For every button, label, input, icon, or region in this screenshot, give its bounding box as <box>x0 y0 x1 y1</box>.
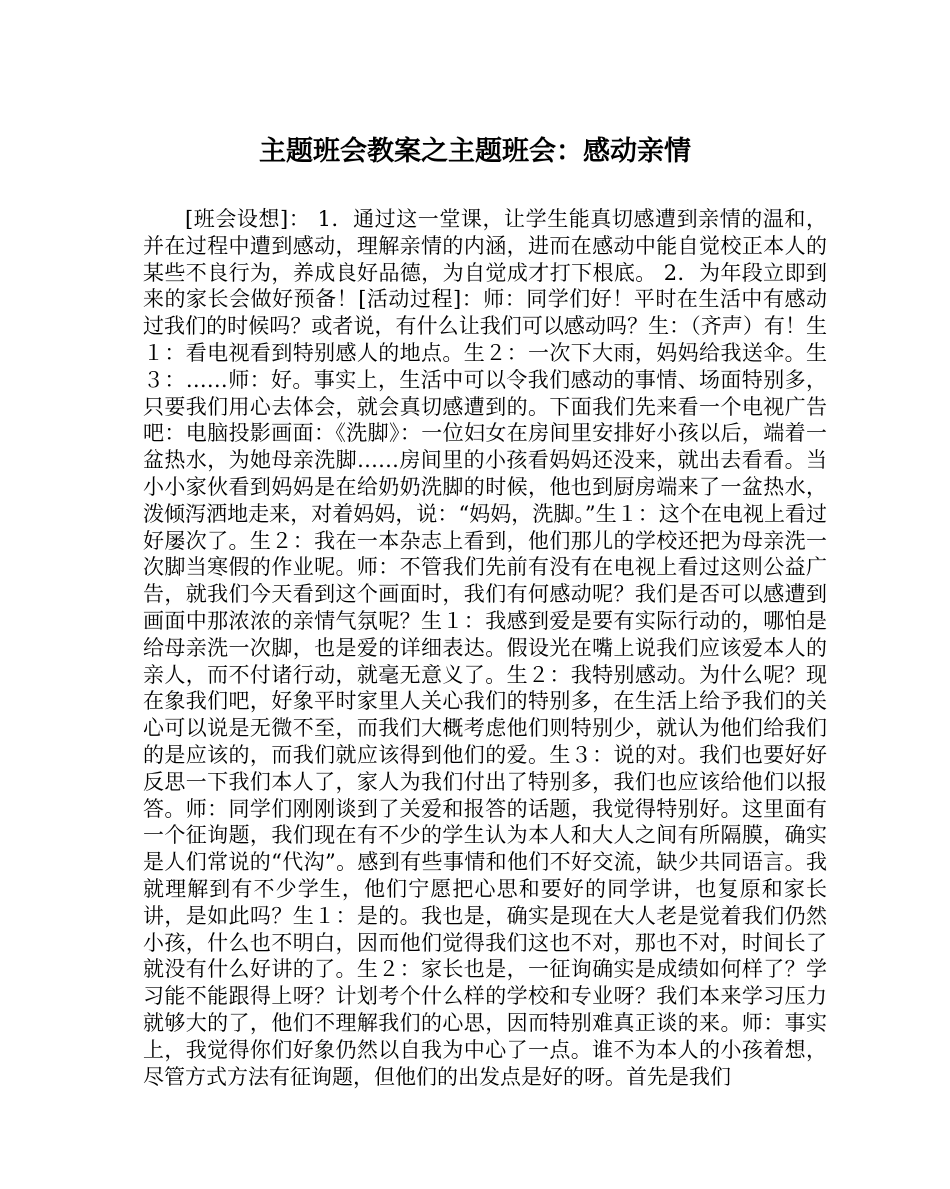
document-title: 主题班会教案之主题班会：感动亲情 <box>259 136 691 167</box>
document-body-paragraph: [班会设想]： 1．通过这一堂课，让学生能真切感遭到亲情的温和，并在过程中遭到感动，理解亲情的内涵，进而在感动中能自觉校正本人的某些不良行为，养成良好品德，为自觉成才打下根底。 2．为年段立即到来的家长会做好预备！[活动过程]：师：同学们好！平时在生活中有感动过我们的时候吗？或者说，有什么让我们可以感动吗？生：（齐声）有！生１：看电视看到特别感人的地点。生２：一次下大雨，妈妈给我送伞。生３：……师：好。事实上，生活中可以令我们感动的事情、场面特别多，只要我们用心去体会，就会真切感遭到的。下面我们先来看一个电视广告吧：电脑投影画面：《洗脚》：一位妇女在房间里安排好小孩以后，端着一盆热水，为她母亲洗脚……房间里的小孩看妈妈还没来，就出去看看。当小小家伙看到妈妈是在给奶奶洗脚的时候，他也到厨房端来了一盆热水，泼倾泻洒地走来，对着妈妈，说：“妈妈，洗脚。”生１：这个在电视上看过好屡次了。生２：我在一本杂志上看到，他们那儿的学校还把为母亲洗一次脚当寒假的作业呢。师：不管我们先前有没有在电视上看过这则公益广告，就我们今天看到这个画面时，我们有何感动呢？我们是否可以感遭到画面中那浓浓的亲情气氛呢？生１：我感到爱是要有实际行动的，哪怕是给母亲洗一次脚，也是爱的详细表达。假设光在嘴上说我们应该爱本人的亲人，而不付诸行动，就毫无意义了。生２：我特别感动。为什么呢？现在象我们吧，好象平时家里人关心我们的特别多，在生活上给予我们的关心可以说是无微不至，而我们大概考虑他们则特别少，就认为他们给我们的是应该的，而我们就应该得到他们的爱。生３：说的对。我们也要好好反思一下我们本人了，家人为我们付出了特别多，我们也应该给他们以报答。师：同学们刚刚谈到了关爱和报答的话题，我觉得特别好。这里面有一个征询题，我们现在有不少的学生认为本人和大人之间有所隔膜，确实是人们常说的“代沟”。感到有些事情和他们不好交流，缺少共同语言。我就理解到有不少学生，他们宁愿把心思和要好的同学讲，也复原和家长讲，是如此吗？生１：是的。我也是，确实是现在大人老是觉着我们仍然小孩，什么也不明白，因而他们觉得我们这也不对，那也不对，时间长了就没有什么好讲的了。生２：家长也是，一征询确实是成绩如何样了？学习能不能跟得上呀？计划考个什么样的学校和专业呀？我们本来学习压力就够大的了，他们不理解我们的心思，因而特别难真正谈的来。师：事实上，我觉得你们好象仍然以自我为中心了一点。谁不为本人的小孩着想，尽管方式方法有征询题，但他们的出发点是好的呀。首先是我们 <box>143 207 827 1089</box>
